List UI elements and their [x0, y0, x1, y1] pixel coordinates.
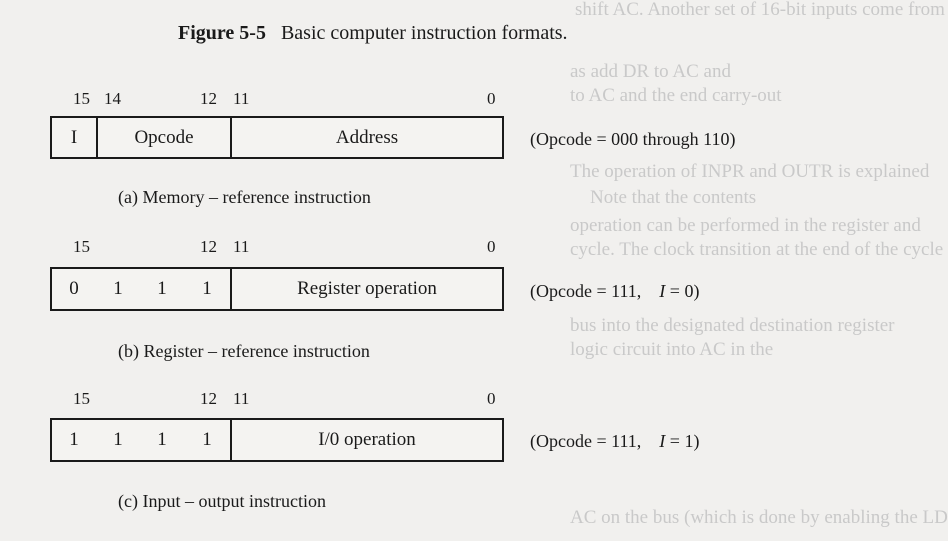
background-text-line: operation can be performed in the register and — [570, 215, 921, 236]
background-text-line: Note that the contents — [590, 187, 757, 208]
opcode-bit: 1 — [202, 429, 212, 450]
background-text-line: The operation of INPR and OUTR is explained — [570, 161, 930, 182]
opcode-bit: 1 — [202, 278, 212, 299]
bit-label: 0 — [487, 389, 496, 408]
bit-label: 12 — [200, 89, 217, 108]
opcode-note-memory: (Opcode = 000 through 110) — [530, 129, 736, 149]
bit-label: 15 — [73, 237, 90, 256]
note-prefix: (Opcode = 111, — [530, 431, 642, 451]
opcode-bit: 1 — [113, 278, 123, 299]
bit-label: 15 — [73, 389, 90, 408]
note-variable: I — [659, 281, 666, 301]
bit-label: 15 — [73, 89, 90, 108]
bit-label: 11 — [233, 89, 250, 108]
note-suffix: = 0) — [669, 281, 700, 301]
figure-title-text: Basic computer instruction formats. — [280, 22, 568, 44]
opcode-bit: 0 — [69, 278, 79, 299]
field-opcode: Opcode — [134, 126, 194, 148]
background-text-line: bus into the designated destination register — [570, 315, 895, 336]
background-text-line: to AC and the end carry-out — [570, 85, 782, 106]
opcode-note-io — [530, 432, 699, 450]
background-text-line: as add DR to AC and — [570, 61, 731, 82]
bit-label: 11 — [233, 237, 250, 256]
background-text-line: AC on the bus (which is done by enabling the LD — [570, 507, 948, 528]
note-suffix: = 1) — [669, 431, 700, 451]
background-text-line: shift AC. Another set of 16-bit inputs come from — [575, 0, 945, 20]
bit-label: 12 — [200, 389, 217, 408]
note-prefix: (Opcode = 111, — [530, 281, 642, 301]
opcode-bit: 1 — [69, 429, 79, 450]
instruction-format-box-register — [50, 267, 504, 311]
background-text-line: logic circuit into AC in the — [570, 339, 774, 360]
bit-label: 0 — [487, 237, 496, 256]
caption-memory-reference: (a) Memory – reference instruction — [118, 187, 371, 207]
bit-label: 14 — [104, 89, 121, 108]
opcode-bit: 1 — [157, 278, 167, 299]
opcode-bit: 1 — [113, 429, 123, 450]
bit-label: 11 — [233, 389, 250, 408]
background-text-line: cycle. The clock transition at the end of the cycle — [570, 239, 944, 260]
instruction-format-box-io — [50, 418, 504, 462]
caption-input-output: (c) Input – output instruction — [118, 491, 326, 511]
caption-register-reference: (b) Register – reference instruction — [118, 341, 370, 361]
bit-label: 0 — [487, 89, 496, 108]
figure-number: Figure 5-5 — [178, 22, 266, 44]
field-io-operation: I/0 operation — [318, 429, 416, 450]
field-address: Address — [335, 126, 399, 148]
opcode-bit: 1 — [157, 429, 167, 450]
field-register-operation: Register operation — [297, 278, 437, 299]
bit-label: 12 — [200, 237, 217, 256]
field-i: I — [70, 126, 78, 148]
figure-title — [178, 22, 576, 45]
note-variable: I — [659, 431, 666, 451]
instruction-format-box-memory — [50, 116, 504, 159]
opcode-note-register — [530, 282, 699, 300]
